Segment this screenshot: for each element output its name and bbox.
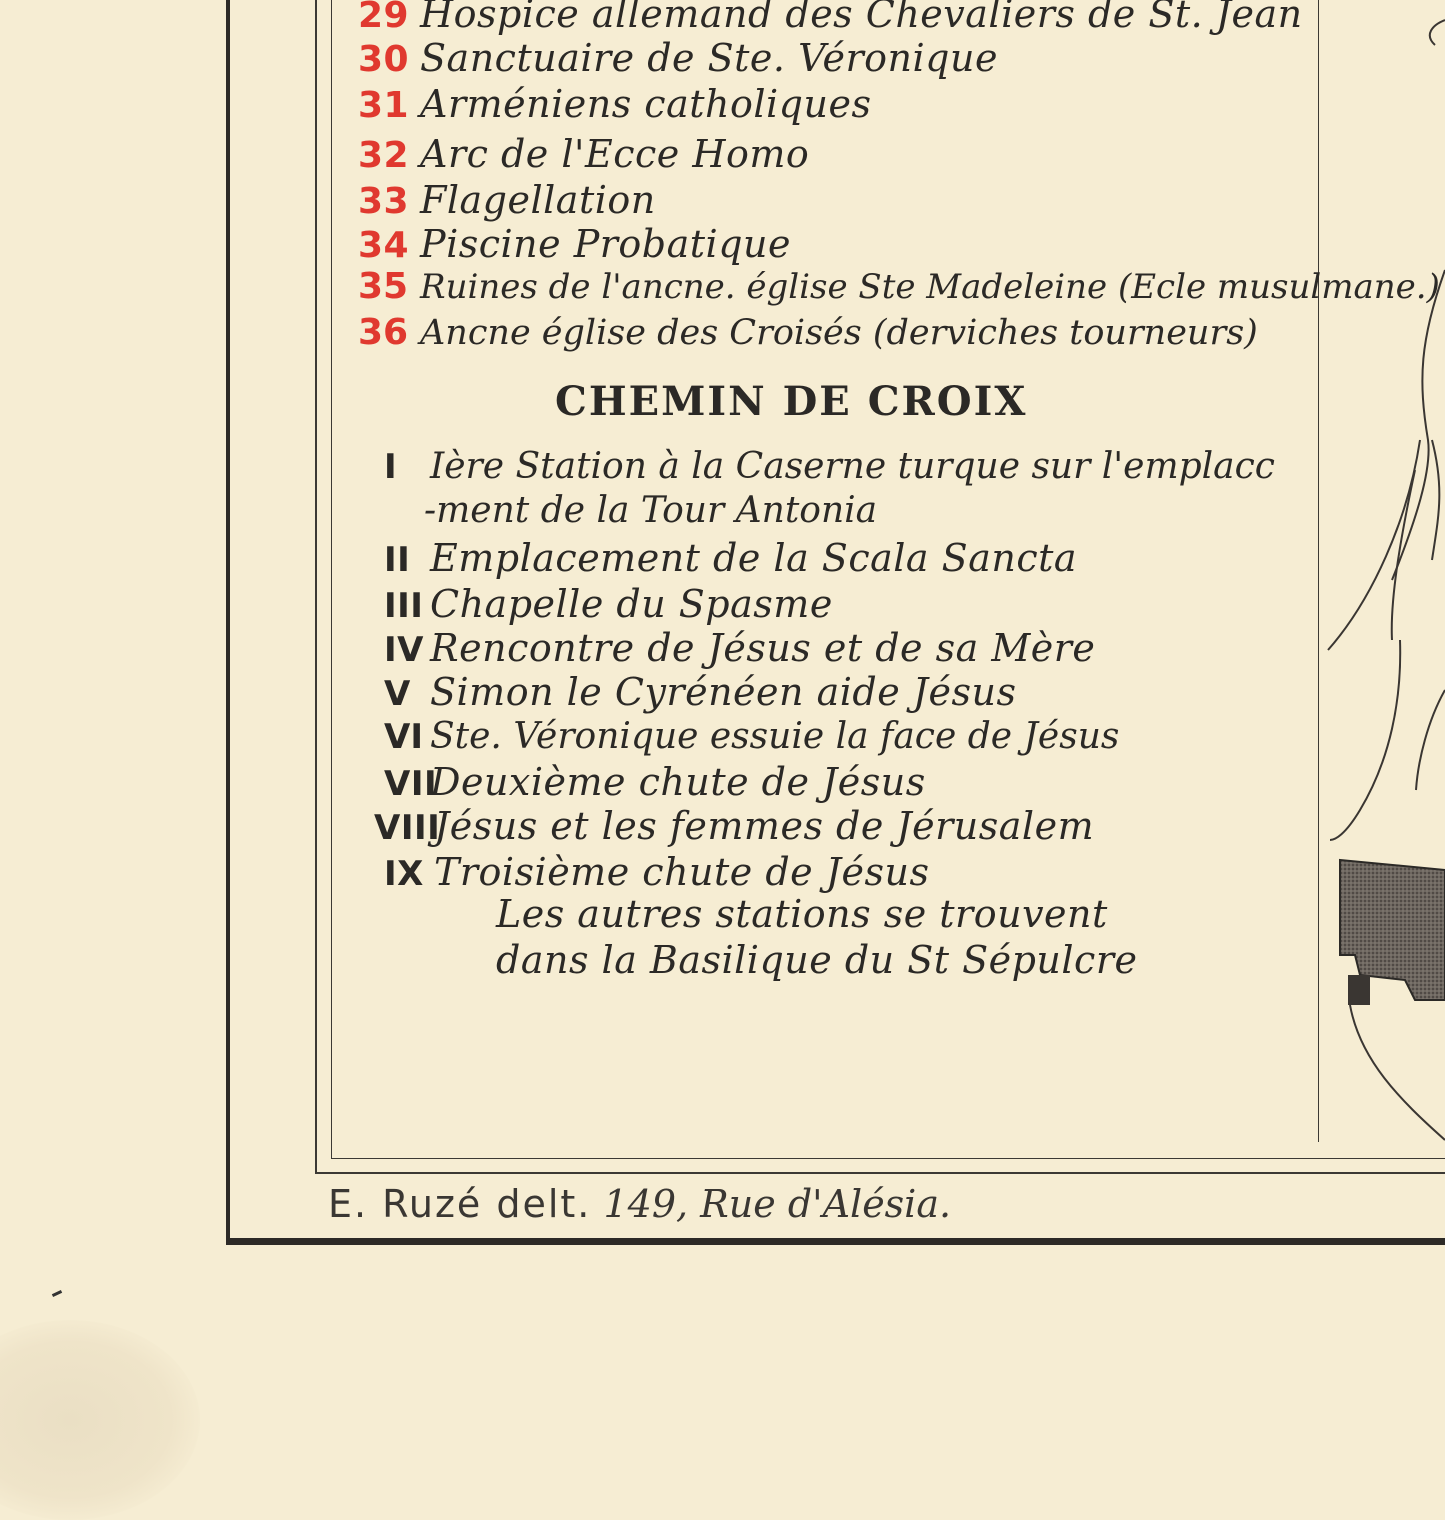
station-text: Rencontre de Jésus et de sa Mère (430, 626, 1096, 670)
paper-stain (0, 1320, 200, 1520)
map-street-line (1330, 640, 1400, 840)
legend-text: Arc de l'Ecce Homo (420, 132, 810, 176)
station-number: II (384, 540, 411, 580)
map-street-line (1392, 270, 1445, 580)
map-street-line (1432, 440, 1439, 560)
legend-right-border (1318, 0, 1319, 1142)
engraver-address: 149, Rue d'Alésia. (603, 1182, 952, 1226)
legend-text: Piscine Probatique (420, 222, 792, 266)
legend-number: 33 (358, 181, 410, 222)
legend-number: 35 (358, 266, 409, 307)
station-text: Jésus et les femmes de Jérusalem (434, 804, 1095, 848)
station-5 (384, 670, 1016, 714)
station-text: Simon le Cyrénéen aide Jésus (430, 670, 1017, 714)
station-3 (384, 582, 833, 626)
legend-item-33 (358, 178, 656, 222)
legend-item-29 (358, 0, 1303, 36)
station-number: VII (384, 764, 438, 804)
map-street-line (1430, 20, 1445, 45)
legend-number: 34 (358, 225, 410, 266)
station-7 (384, 760, 926, 804)
station-number: III (384, 586, 424, 626)
station-text: Troisième chute de Jésus (434, 850, 930, 894)
engraver-name: E. Ruzé delt. (328, 1182, 592, 1226)
legend-text: Hospice allemand des Chevaliers de St. Jean (420, 0, 1303, 36)
map-fragment (1320, 0, 1445, 1150)
station-1 (384, 446, 1275, 487)
station-8 (374, 804, 1094, 848)
legend-item-30 (358, 36, 998, 80)
legend-number: 30 (358, 39, 410, 80)
station-number: V (384, 674, 411, 714)
legend-item-31 (358, 82, 871, 126)
station-number: IX (384, 854, 424, 894)
legend-text: Sanctuaire de Ste. Véronique (420, 36, 998, 80)
station-text: Ière Station à la Caserne turque sur l'emplacc (430, 446, 1275, 487)
station-number: IV (384, 630, 424, 670)
legend-item-34 (358, 222, 791, 266)
station-2 (384, 536, 1077, 580)
note-line-1: Les autres stations se trouvent (496, 892, 1108, 936)
legend-number: 29 (358, 0, 410, 36)
legend-text: Arméniens catholiques (420, 82, 872, 126)
legend-text: Flagellation (420, 178, 656, 222)
legend-number: 36 (358, 312, 409, 353)
engraver-credit (328, 1182, 951, 1226)
station-number: I (384, 447, 397, 487)
station-text: Chapelle du Spasme (430, 582, 833, 626)
legend-item-35 (358, 266, 1440, 307)
station-4 (384, 626, 1095, 670)
legend-item-36 (358, 312, 1258, 353)
station-text: Ste. Véronique essuie la face de Jésus (430, 716, 1120, 757)
station-9 (384, 850, 929, 894)
station-1-continuation: -ment de la Tour Antonia (424, 490, 878, 531)
station-number: VI (384, 717, 423, 757)
map-street-line (1392, 470, 1415, 640)
map-street-line (1350, 1005, 1445, 1140)
map-building (1348, 975, 1370, 1005)
legend-text: Ancne église des Croisés (derviches tourneurs) (420, 313, 1258, 353)
note-line-2: dans la Basilique du St Sépulcre (496, 938, 1138, 982)
station-6 (384, 716, 1119, 757)
legend-number: 31 (358, 85, 410, 126)
legend-text: Ruines de l'ancne. église Ste Madeleine (Ecle musulmane.) (420, 267, 1440, 307)
station-text: Emplacement de la Scala Sancta (430, 536, 1078, 580)
section-title: CHEMIN DE CROIX (555, 378, 1028, 425)
station-text: Deuxième chute de Jésus (430, 760, 926, 804)
station-number: VIII (374, 808, 441, 848)
ink-speck (52, 1290, 62, 1297)
legend-item-32 (358, 132, 809, 176)
legend-number: 32 (358, 135, 410, 176)
map-street-line (1416, 690, 1445, 790)
